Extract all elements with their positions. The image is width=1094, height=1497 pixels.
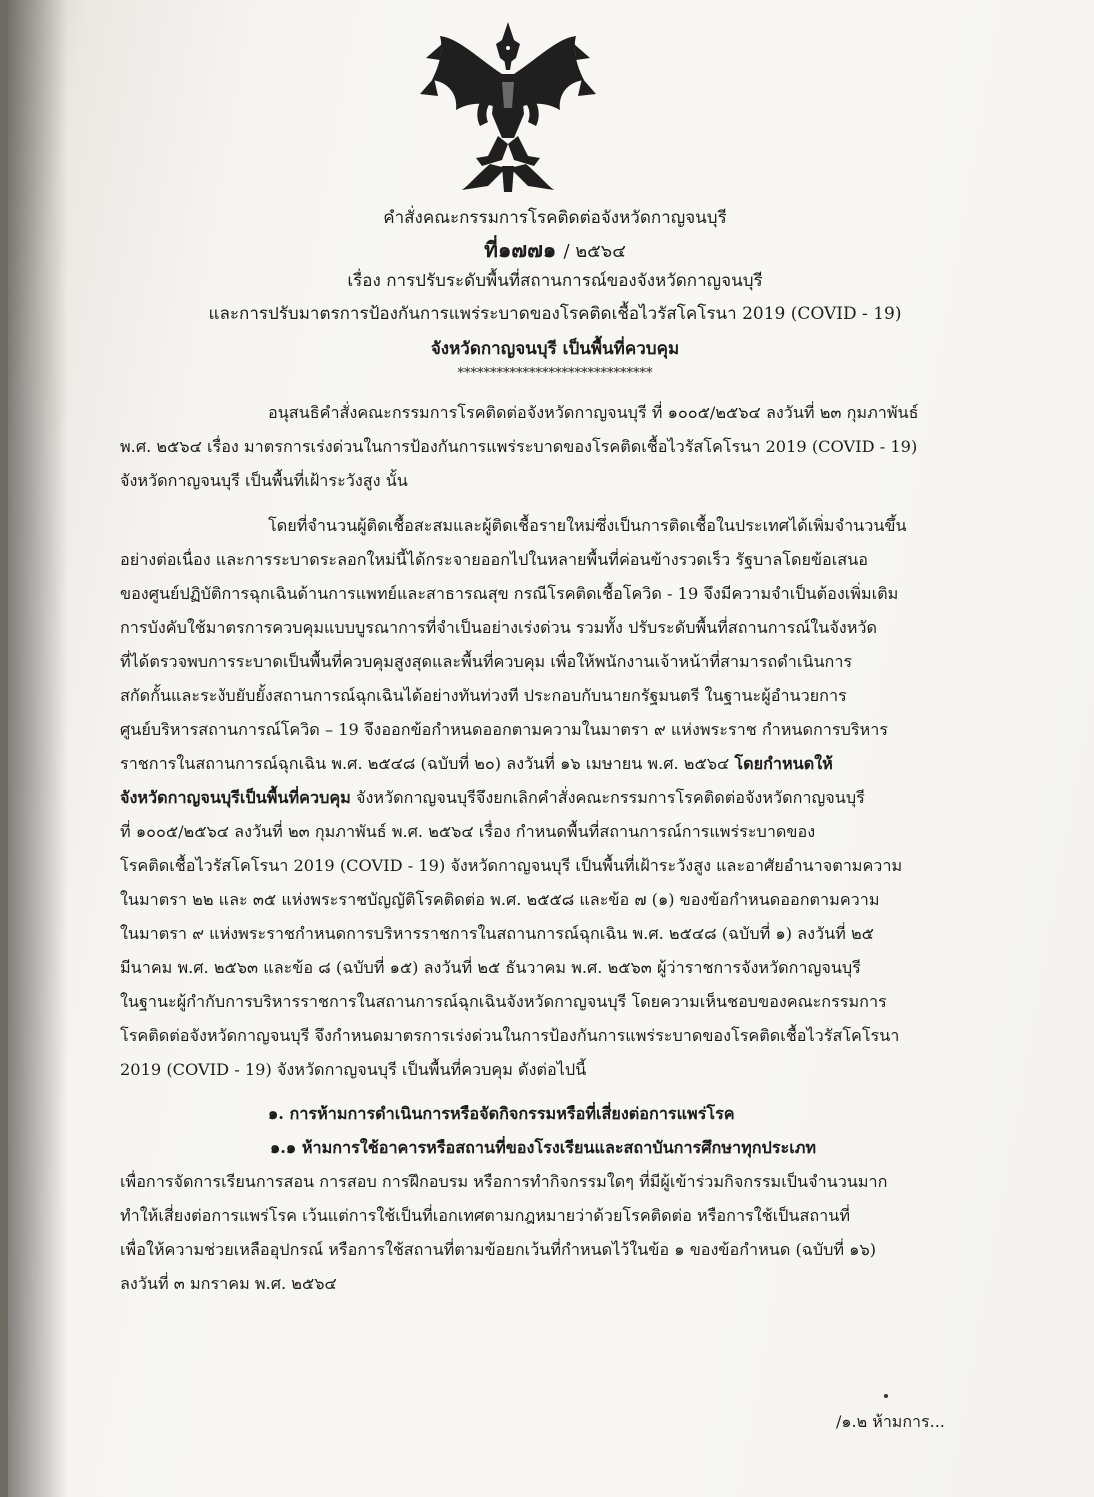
page-continuation: /๑.๒ ห้ามการ... xyxy=(836,1412,945,1431)
text-line: โรคติดต่อจังหวัดกาญจนบุรี จึงกำหนดมาตรการเร่งด่วนในการป้องกันการแพร่ระบาดของโรคติดเชื้อไวรัสโคโรนา xyxy=(120,1026,900,1045)
order-year: / ๒๕๖๔ xyxy=(563,241,626,262)
text-line: ลงวันที่ ๓ มกราคม พ.ศ. ๒๕๖๔ xyxy=(120,1274,337,1293)
paragraph-rationale xyxy=(120,509,975,1087)
order-title: คำสั่งคณะกรรมการโรคติดต่อจังหวัดกาญจนบุรี xyxy=(383,208,727,228)
garuda-emblem-icon xyxy=(418,18,598,196)
text-line: ในฐานะผู้กำกับการบริหารราชการในสถานการณ์ฉุกเฉินจังหวัดกาญจนบุรี โดยความเห็นชอบของคณะกรรมการ xyxy=(120,992,887,1011)
bold-segment: โดยกำหนดให้ xyxy=(734,754,833,773)
section-1-heading: ๑. การห้ามการดำเนินการหรือจัดกิจกรรมหรือที่เสี่ยงต่อการแพร่โรค xyxy=(268,1104,735,1123)
text-line: ในมาตรา ๙ แห่งพระราชกำหนดการบริหารราชการในสถานการณ์ฉุกเฉิน พ.ศ. ๒๕๔๘ (ฉบับที่ ๑) ลงวันที่ ๒๕ xyxy=(120,924,874,943)
text-line: ทำให้เสี่ยงต่อการแพร่โรค เว้นแต่การใช้เป็นที่เอกเทศตามกฎหมายว่าด้วยโรคติดต่อ หรือการใช้เป็นสถานที่ xyxy=(120,1206,850,1225)
text-line-with-bold xyxy=(120,781,975,815)
text-line: ศูนย์บริหารสถานการณ์โควิด – 19 จึงออกข้อกำหนดออกตามความในมาตรา ๙ แห่งพระราช กำหนดการบริหาร xyxy=(120,720,889,739)
order-number-prefix: ที่ xyxy=(484,237,498,262)
order-number-value: ๑๗๗๑ xyxy=(497,237,557,262)
text-line: พ.ศ. ๒๕๖๔ เรื่อง มาตรการเร่งด่วนในการป้องกันการแพร่ระบาดของโรคติดเชื้อไวรัสโคโรนา 2019 (COVID - 19) xyxy=(120,437,918,456)
ink-dot xyxy=(884,1394,888,1398)
order-number xyxy=(8,237,1094,265)
text-line: โรคติดเชื้อไวรัสโคโรนา 2019 (COVID - 19) จังหวัดกาญจนบุรี เป็นพื้นที่เฝ้าระวังสูง และอาศัยอำนาจตามความ xyxy=(120,856,903,875)
subject-line-1: เรื่อง การปรับระดับพื้นที่สถานการณ์ของจังหวัดกาญจนบุรี xyxy=(347,271,763,291)
text-line-with-bold xyxy=(120,747,975,781)
separator-stars: ****************************** xyxy=(457,366,653,381)
section-1 xyxy=(120,1097,975,1301)
text-line: ที่ ๑๐๐๕/๒๕๖๔ ลงวันที่ ๒๓ กุมภาพันธ์ พ.ศ. ๒๕๖๔ เรื่อง กำหนดพื้นที่สถานการณ์การแพร่ระบาดของ xyxy=(120,822,816,841)
text-line: ที่ได้ตรวจพบการระบาดเป็นพื้นที่ควบคุมสูงสุดและพื้นที่ควบคุม เพื่อให้พนักงานเจ้าหน้าที่สามารถดำเนินการ xyxy=(120,652,853,671)
text-line: โดยที่จำนวนผู้ติดเชื้อสะสมและผู้ติดเชื้อรายใหม่ซึ่งเป็นการติดเชื้อในประเทศได้เพิ่มจำนวนขึ้น xyxy=(268,516,907,535)
text-line: ในมาตรา ๒๒ และ ๓๕ แห่งพระราชบัญญัติโรคติดต่อ พ.ศ. ๒๕๕๘ และข้อ ๗ (๑) ของข้อกำหนดออกตามความ xyxy=(120,890,880,909)
text-line: 2019 (COVID - 19) จังหวัดกาญจนบุรี เป็นพื้นที่ควบคุม ดังต่อไปนี้ xyxy=(120,1060,587,1079)
text-line: อนุสนธิคำสั่งคณะกรรมการโรคติดต่อจังหวัดกาญจนบุรี ที่ ๑๐๐๕/๒๕๖๔ ลงวันที่ ๒๓ กุมภาพันธ์ xyxy=(268,403,919,422)
document-page xyxy=(8,0,1094,1497)
text-line: เพื่อการจัดการเรียนการสอน การสอบ การฝึกอบรม หรือการทำกิจกรรมใดๆ ที่มีผู้เข้าร่วมกิจกรรมเป็นจำนวนมาก xyxy=(120,1172,888,1191)
text-segment: ราชการในสถานการณ์ฉุกเฉิน พ.ศ. ๒๕๔๘ (ฉบับที่ ๒๐) ลงวันที่ ๑๖ เมษายน พ.ศ. ๒๕๖๔ xyxy=(120,754,730,773)
text-segment: จังหวัดกาญจนบุรีจึงยกเลิกคำสั่งคณะกรรมการโรคติดต่อจังหวัดกาญจนบุรี xyxy=(350,788,865,807)
bold-segment: จังหวัดกาญจนบุรีเป็นพื้นที่ควบคุม xyxy=(120,788,351,807)
text-line: การบังคับใช้มาตรการควบคุมแบบบูรณาการที่จำเป็นอย่างเร่งด่วน รวมทั้ง ปรับระดับพื้นที่สถานการณ์ในจังหวัด xyxy=(120,618,877,637)
section-1-1-heading: ๑.๑ ห้ามการใช้อาคารหรือสถานที่ของโรงเรียนและสถาบันการศึกษาทุกประเภท xyxy=(270,1138,817,1157)
text-line: จังหวัดกาญจนบุรี เป็นพื้นที่เฝ้าระวังสูง นั้น xyxy=(120,471,408,490)
text-line: มีนาคม พ.ศ. ๒๕๖๓ และข้อ ๘ (ฉบับที่ ๑๕) ลงวันที่ ๒๕ ธันวาคม พ.ศ. ๒๕๖๓ ผู้ว่าราชการจังหวัดกาญจนบุรี xyxy=(120,958,861,977)
text-line: ของศูนย์ปฏิบัติการฉุกเฉินด้านการแพทย์และสาธารณสุข กรณีโรคติดเชื้อโควิด - 19 จึงมีความจำเป็นต้องเพิ่มเติม xyxy=(120,584,899,603)
paragraph-reference xyxy=(120,396,975,498)
text-line: อย่างต่อเนื่อง และการระบาดระลอกใหม่นี้ได้กระจายออกไปในหลายพื้นที่ค่อนข้างรวดเร็ว รัฐบาลโดยข้อเสนอ xyxy=(120,550,868,569)
subject-line-2: และการปรับมาตรการป้องกันการแพร่ระบาดของโรคติดเชื้อไวรัสโคโรนา 2019 (COVID - 19) xyxy=(208,304,902,324)
subject-line-3: จังหวัดกาญจนบุรี เป็นพื้นที่ควบคุม xyxy=(430,339,680,359)
text-line: สกัดกั้นและระงับยับยั้งสถานการณ์ฉุกเฉินได้อย่างทันท่วงที ประกอบกับนายกรัฐมนตรี ในฐานะผู้อำนวยการ xyxy=(120,686,847,705)
text-line: เพื่อให้ความช่วยเหลืออุปกรณ์ หรือการใช้สถานที่ตามข้อยกเว้นที่กำหนดไว้ในข้อ ๑ ของข้อกำหนด (ฉบับที่ ๑๖) xyxy=(120,1240,877,1259)
